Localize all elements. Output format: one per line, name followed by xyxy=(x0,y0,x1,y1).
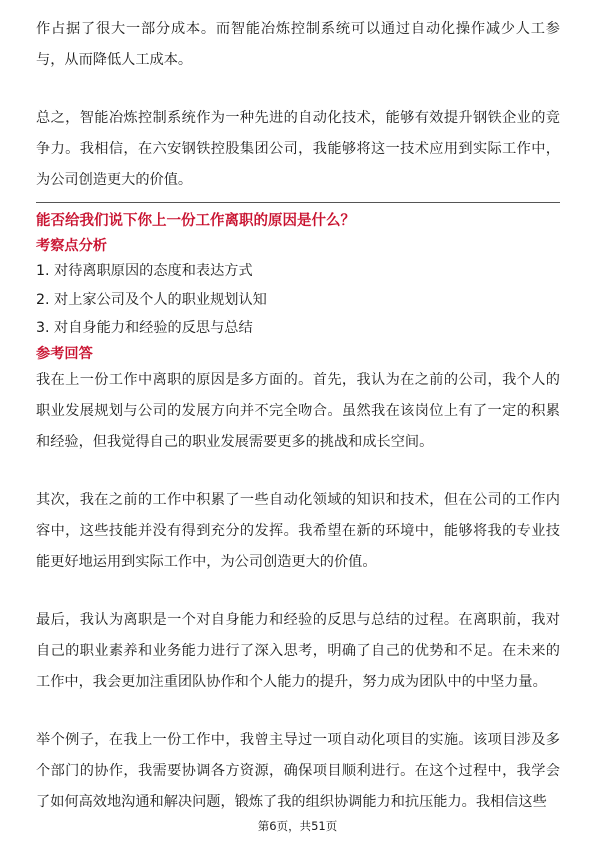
question-heading: 能否给我们说下你上一份工作离职的原因是什么？ xyxy=(36,213,355,229)
paragraph-gap xyxy=(36,698,560,725)
paragraph-gap xyxy=(36,76,560,103)
answer-title: 参考回答 xyxy=(36,345,93,362)
page-number-footer: 第6页，共51页 xyxy=(257,819,338,833)
intro-paragraph-1: 作占据了很大一部分成本。而智能冶炼控制系统可以通过自动化操作减少人工参与，从而降低人工成本。 xyxy=(36,21,560,68)
analysis-point: 2. 对上家公司及个人的职业规划认知 xyxy=(36,291,267,308)
answer-paragraph-4: 举个例子，在我上一份工作中，我曾主导过一项自动化项目的实施。该项目涉及多个部门的协作，我需要协调各方资源，确保项目顺利进行。在这个过程中，我学会了如何高效地沟通和解决问题，锻炼了我的组织协调能力和抗压能力。我相信这些 xyxy=(36,731,560,810)
analysis-title: 考察点分析 xyxy=(36,238,107,254)
answer-paragraph-2: 其次，我在之前的工作中积累了一些自动化领域的知识和技术，但在公司的工作内容中，这些技能并没有得到充分的发挥。我希望在新的环境中，能够将我的专业技能更好地运用到实际工作中，为公司创造更大的价值。 xyxy=(36,491,560,570)
analysis-points-list xyxy=(36,257,560,343)
page-content xyxy=(36,14,560,818)
paragraph-gap xyxy=(36,578,560,605)
section-divider xyxy=(36,202,560,203)
paragraph-gap xyxy=(36,458,560,485)
analysis-point: 3. 对自身能力和经验的反思与总结 xyxy=(36,320,253,336)
answer-paragraph-1: 我在上一份工作中离职的原因是多方面的。首先，我认为在之前的公司，我个人的职业发展规划与公司的发展方向并不完全吻合。虽然我在该岗位上有了一定的积累和经验，但我觉得自己的职业发展需要更多的挑战和成长空间。 xyxy=(36,371,560,450)
answer-paragraph-3: 最后，我认为离职是一个对自身能力和经验的反思与总结的过程。在离职前，我对自己的职业素养和业务能力进行了深入思考，明确了自己的优势和不足。在未来的工作中，我会更加注重团队协作和个人能力的提升，努力成为团队中的中坚力量。 xyxy=(36,611,560,690)
intro-paragraph-2: 总之，智能冶炼控制系统作为一种先进的自动化技术，能够有效提升钢铁企业的竞争力。我相信，在六安钢铁控股集团公司，我能够将这一技术应用到实际工作中，为公司创造更大的价值。 xyxy=(36,110,560,188)
analysis-point: 1. 对待离职原因的态度和表达方式 xyxy=(36,263,253,279)
